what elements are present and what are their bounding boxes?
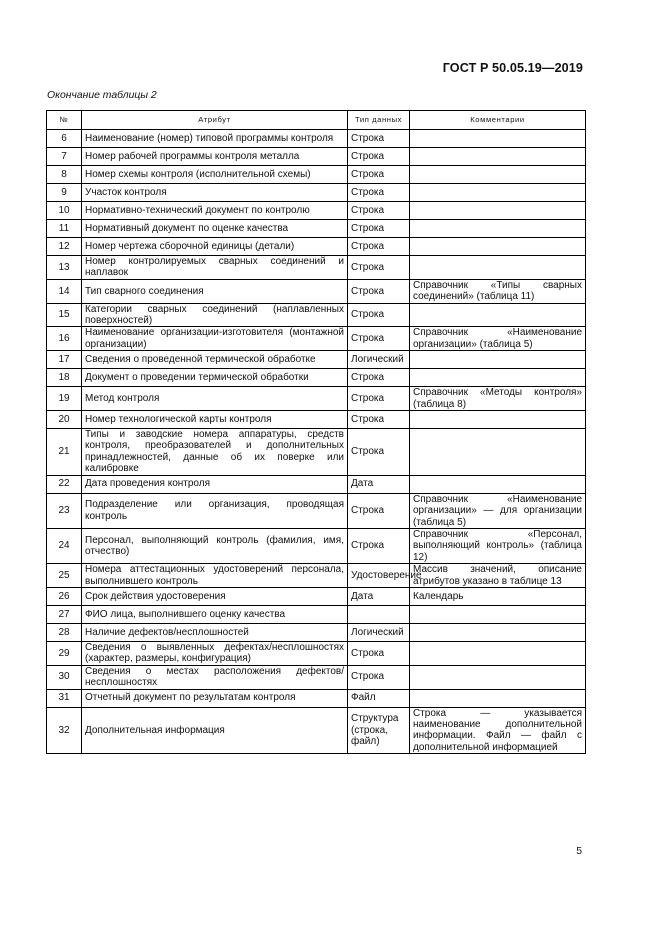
row-number-cell: 31 <box>47 689 82 707</box>
comment-cell <box>410 475 586 493</box>
data-type-cell: Строка <box>348 303 410 327</box>
attribute-cell: Номера аттестационных удостоверений персонала, выполнившего контроль <box>82 564 348 588</box>
data-type-cell: Строка <box>348 369 410 387</box>
row-number-cell: 8 <box>47 166 82 184</box>
row-number-cell: 16 <box>47 327 82 351</box>
comment-cell: Справочник «Методы контроля» (таблица 8) <box>410 387 586 411</box>
comment-cell <box>410 623 586 641</box>
table-row <box>47 707 586 754</box>
attributes-table <box>46 110 586 754</box>
attribute-cell: Метод контроля <box>82 387 348 411</box>
data-type-cell: Строка <box>348 429 410 476</box>
comment-cell: Календарь <box>410 587 586 605</box>
data-type-cell: Дата <box>348 587 410 605</box>
table-row <box>47 351 586 369</box>
attribute-cell: Номер контролируемых сварных соединений и наплавок <box>82 256 348 280</box>
row-number-cell: 15 <box>47 303 82 327</box>
row-number-cell: 6 <box>47 130 82 148</box>
page-number: 5 <box>576 846 582 857</box>
attribute-cell: Дополнительная информация <box>82 707 348 754</box>
comment-cell: Справочник «Наименование организации» — для организации (таблица 5) <box>410 493 586 528</box>
table-row <box>47 528 586 563</box>
attribute-cell: Наименование (номер) типовой программы контроля <box>82 130 348 148</box>
table-body <box>47 130 586 754</box>
data-type-cell: Строка <box>348 130 410 148</box>
row-number-cell: 7 <box>47 148 82 166</box>
comment-cell <box>410 220 586 238</box>
table-row <box>47 689 586 707</box>
attribute-cell: Тип сварного соединения <box>82 279 348 303</box>
data-type-cell: Логический <box>348 623 410 641</box>
attribute-cell: Наличие дефектов/несплошностей <box>82 623 348 641</box>
data-type-cell: Строка <box>348 411 410 429</box>
table-row <box>47 303 586 327</box>
data-type-cell: Строка <box>348 641 410 665</box>
column-header-number: № <box>47 111 82 130</box>
table-caption: Окончание таблицы 2 <box>47 90 157 101</box>
table-row <box>47 641 586 665</box>
table-row <box>47 148 586 166</box>
comment-cell <box>410 130 586 148</box>
data-type-cell: Строка <box>348 238 410 256</box>
row-number-cell: 28 <box>47 623 82 641</box>
row-number-cell: 22 <box>47 475 82 493</box>
attribute-cell: Наименование организации-изготовителя (монтажной организации) <box>82 327 348 351</box>
table-row <box>47 327 586 351</box>
data-type-cell: Строка <box>348 493 410 528</box>
table-row <box>47 623 586 641</box>
attribute-cell: Сведения о местах расположения дефектов/несплошностях <box>82 665 348 689</box>
table-row <box>47 493 586 528</box>
row-number-cell: 19 <box>47 387 82 411</box>
row-number-cell: 30 <box>47 665 82 689</box>
attribute-cell: Номер схемы контроля (исполнительной схемы) <box>82 166 348 184</box>
comment-cell <box>410 148 586 166</box>
table-row <box>47 279 586 303</box>
attribute-cell: Сведения о выявленных дефектах/несплошностях (характер, размеры, конфигурация) <box>82 641 348 665</box>
data-type-cell: Строка <box>348 148 410 166</box>
row-number-cell: 11 <box>47 220 82 238</box>
table-row <box>47 166 586 184</box>
comment-cell: Строка — указывается наименование дополнительной информации. Файл — файл с дополнительной информацией <box>410 707 586 754</box>
attribute-cell: Документ о проведении термической обработки <box>82 369 348 387</box>
table-row <box>47 238 586 256</box>
row-number-cell: 26 <box>47 587 82 605</box>
comment-cell <box>410 351 586 369</box>
attribute-cell: ФИО лица, выполнившего оценку качества <box>82 605 348 623</box>
attribute-cell: Нормативно-технический документ по контролю <box>82 202 348 220</box>
comment-cell <box>410 689 586 707</box>
attribute-cell: Участок контроля <box>82 184 348 202</box>
row-number-cell: 20 <box>47 411 82 429</box>
document-id: ГОСТ Р 50.05.19—2019 <box>442 61 583 75</box>
table-row <box>47 605 586 623</box>
row-number-cell: 17 <box>47 351 82 369</box>
row-number-cell: 29 <box>47 641 82 665</box>
row-number-cell: 24 <box>47 528 82 563</box>
attribute-cell: Нормативный документ по оценке качества <box>82 220 348 238</box>
table-row <box>47 665 586 689</box>
data-type-cell: Строка <box>348 279 410 303</box>
comment-cell: Массив значений, описание атрибутов указано в таблице 13 <box>410 564 586 588</box>
row-number-cell: 12 <box>47 238 82 256</box>
comment-cell <box>410 605 586 623</box>
data-type-cell: Строка <box>348 387 410 411</box>
comment-cell <box>410 429 586 476</box>
comment-cell <box>410 166 586 184</box>
comment-cell <box>410 202 586 220</box>
table-row <box>47 202 586 220</box>
comment-cell <box>410 411 586 429</box>
column-header-comments: Комментарии <box>410 111 586 130</box>
data-type-cell: Строка <box>348 184 410 202</box>
comment-cell <box>410 238 586 256</box>
row-number-cell: 23 <box>47 493 82 528</box>
column-header-data-type: Тип данных <box>348 111 410 130</box>
table-row <box>47 475 586 493</box>
data-type-cell: Строка <box>348 528 410 563</box>
data-type-cell: Логический <box>348 351 410 369</box>
comment-cell <box>410 303 586 327</box>
row-number-cell: 9 <box>47 184 82 202</box>
table-row <box>47 387 586 411</box>
data-type-cell: Строка <box>348 327 410 351</box>
attribute-cell: Подразделение или организация, проводящая контроль <box>82 493 348 528</box>
data-type-cell: Дата <box>348 475 410 493</box>
row-number-cell: 13 <box>47 256 82 280</box>
attribute-cell: Типы и заводские номера аппаратуры, средств контроля, преобразователей и дополнительных принадлежностей, данные об их поверке или калибровке <box>82 429 348 476</box>
data-type-cell: Строка <box>348 665 410 689</box>
attribute-cell: Категории сварных соединений (наплавленных поверхностей) <box>82 303 348 327</box>
comment-cell <box>410 256 586 280</box>
row-number-cell: 10 <box>47 202 82 220</box>
comment-cell <box>410 641 586 665</box>
data-type-cell: Структура (строка, файл) <box>348 707 410 754</box>
data-type-cell: Строка <box>348 220 410 238</box>
row-number-cell: 25 <box>47 564 82 588</box>
data-type-cell: Строка <box>348 166 410 184</box>
row-number-cell: 21 <box>47 429 82 476</box>
table-header-row <box>47 111 586 130</box>
attribute-cell: Персонал, выполняющий контроль (фамилия, имя, отчество) <box>82 528 348 563</box>
table-row <box>47 130 586 148</box>
attribute-cell: Сведения о проведенной термической обработке <box>82 351 348 369</box>
attribute-cell: Номер рабочей программы контроля металла <box>82 148 348 166</box>
column-header-attribute: Атрибут <box>82 111 348 130</box>
table-row <box>47 220 586 238</box>
row-number-cell: 27 <box>47 605 82 623</box>
table-row <box>47 256 586 280</box>
comment-cell <box>410 184 586 202</box>
table-row <box>47 184 586 202</box>
attribute-cell: Срок действия удостоверения <box>82 587 348 605</box>
attribute-cell: Отчетный документ по результатам контроля <box>82 689 348 707</box>
comment-cell: Справочник «Типы сварных соединений» (таблица 11) <box>410 279 586 303</box>
comment-cell <box>410 665 586 689</box>
table-row <box>47 564 586 588</box>
data-type-cell <box>348 605 410 623</box>
comment-cell <box>410 369 586 387</box>
table-row <box>47 411 586 429</box>
comment-cell: Справочник «Персонал, выполняющий контроль» (таблица 12) <box>410 528 586 563</box>
data-type-cell: Строка <box>348 256 410 280</box>
attribute-cell: Дата проведения контроля <box>82 475 348 493</box>
comment-cell: Справочник «Наименование организации» (таблица 5) <box>410 327 586 351</box>
table-row <box>47 369 586 387</box>
data-type-cell: Удостоверение <box>348 564 410 588</box>
attribute-cell: Номер технологической карты контроля <box>82 411 348 429</box>
data-type-cell: Строка <box>348 202 410 220</box>
row-number-cell: 14 <box>47 279 82 303</box>
attribute-cell: Номер чертежа сборочной единицы (детали) <box>82 238 348 256</box>
row-number-cell: 32 <box>47 707 82 754</box>
data-type-cell: Файл <box>348 689 410 707</box>
row-number-cell: 18 <box>47 369 82 387</box>
table-row <box>47 587 586 605</box>
table-row <box>47 429 586 476</box>
